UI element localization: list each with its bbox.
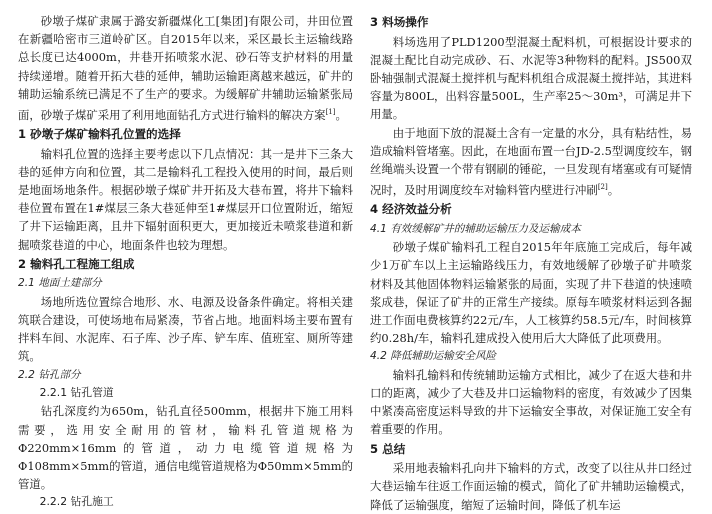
section-4-2-heading: 4.2 降低辅助运输安全风险 (370, 350, 497, 363)
section-5-heading: 5 总结 (370, 441, 406, 456)
section-4-1-body: 砂墩子煤矿输料孔工程自2015年年底施工完成后，每年减少1万矿车以上主运输路线压力，有效地缓解了砂墩子矿井喷浆材料及其他固体物料运输紧张的局面，实现了井下巷道的快速喷浆成巷，保证了矿井的正常生产接续。原每车喷浆材料运到各掘进工作面电费核算约22元/车，人工核算约58.5元/车，时间核算约0.28h/车，输料孔建成投入使用后大大降低了此项费用。 (370, 240, 692, 346)
section-2-2-1-heading: 2.2.1 钻孔管道 (39, 386, 114, 400)
section-3-reference: [2] (597, 183, 608, 192)
section-1-body: 输料孔位置的选择主要考虑以下几点情况：其一是井下三条大巷的延伸方向和位置，其二是输料孔工程投入使用的时间，最后则是地面场地条件。根据砂墩子煤矿井开拓及大巷布置，将井下输料巷位置布置在1#煤层三条大巷延伸至1#煤层开口位置附近，缩短了井下运输距离，且井下辐射面积更大，更加接近未喷浆巷道和新掘喷浆巷道的中心，地面条件也较为理想。 (18, 146, 353, 252)
section-3-paragraph-1: 料场选用了PLD1200型混凝土配料机，可根据设计要求的混凝土配比自动完成砂、石、水泥等3种物料的配料。JS500双卧轴强制式混凝土搅拌机与配料机组合成混凝土搅拌站，其进料容量为800L，出料容量500L，生产率25～30m³，可满足井下用量。 (370, 34, 692, 122)
left-column (18, 12, 353, 512)
section-3-paragraph-2-text: 由于地面下放的混凝土含有一定量的水分，具有粘结性，易造成输料管堵塞。因此，在地面布置一台JD-2.5型调度绞车，钢丝绳端头设置一个带有钢刷的锤砣，一旦发现有堵塞或有可疑情况时，及时用调度绞车对输料管内壁进行冲刷 (370, 125, 692, 198)
section-2-1-body: 场地所选位置综合地形、水、电源及设备条件确定。将相关建筑联合建设，可使场地布局紧凑，节省占地。地面料场主要布置有拌料车间、水泥库、石子库、沙子库、铲车库、值班室、厕所等建筑。 (18, 294, 353, 364)
section-2-1-heading: 2.1 地面土建部分 (18, 277, 102, 290)
section-5-body: 采用地表输料孔向井下输料的方式，改变了以往从井口经过大巷运输车往返工作面运输的模式，简化了矿井辅助运输模式，降低了运输强度，缩短了运输时间，降低了机车运 (370, 461, 692, 512)
section-3-paragraph-2-end: 。 (607, 183, 620, 198)
intro-paragraph (18, 12, 353, 124)
section-2-heading: 2 输料孔工程施工组成 (18, 256, 135, 271)
section-4-2-body: 输料孔输料和传统辅助运输方式相比，减少了在返大巷和井口的距离，减少了大巷及井口运输物料的密度，有效减少了因集中紧凑高密度运料导致的井下运输安全事故，对保证施工安全有着重要的作用。 (370, 367, 692, 437)
section-2-2-heading: 2.2 钻孔部分 (18, 368, 81, 381)
intro-text-end: 。 (335, 107, 347, 122)
right-column (370, 12, 692, 514)
section-3-paragraph-2 (370, 124, 692, 200)
section-2-2-1-body: 钻孔深度约为650m，钻孔直径500mm，根据井下施工用料需要，选用安全耐用的管材，输料孔管道规格为Φ220mm×16mm的管道，动力电缆管道规格为Φ108mm×5mm的管道，通信电缆管道规格为Φ50mm×5mm的管道。 (18, 404, 353, 492)
intro-reference: [1] (325, 108, 336, 117)
section-1-heading: 1 砂墩子煤矿输料孔位置的选择 (18, 127, 181, 142)
section-2-2-2-heading: 2.2.2 钻孔施工 (39, 495, 114, 509)
section-4-1-heading: 4.1 有效缓解矿井的辅助运输压力及运输成本 (370, 222, 581, 235)
intro-text: 砂墩子煤矿隶属于潞安新疆煤化工[集团]有限公司，井田位置在新疆哈密市三道岭矿区。自2015年以来，采区最长主运输线路总长度已达4000m，井巷开拓喷浆水泥、砂石等支护材料的用量持续递增。随着开拓大巷的延伸，辅助运输距离越来越远，矿井的辅助运输系统已满足不了生产的要求。为缓解矿井辅助运输紧张局面，砂墩子煤矿采用了利用地面钻孔方式进行输料的解决方案 (18, 14, 353, 122)
section-3-heading: 3 料场操作 (370, 15, 429, 29)
section-4-heading: 4 经济效益分析 (370, 202, 452, 217)
